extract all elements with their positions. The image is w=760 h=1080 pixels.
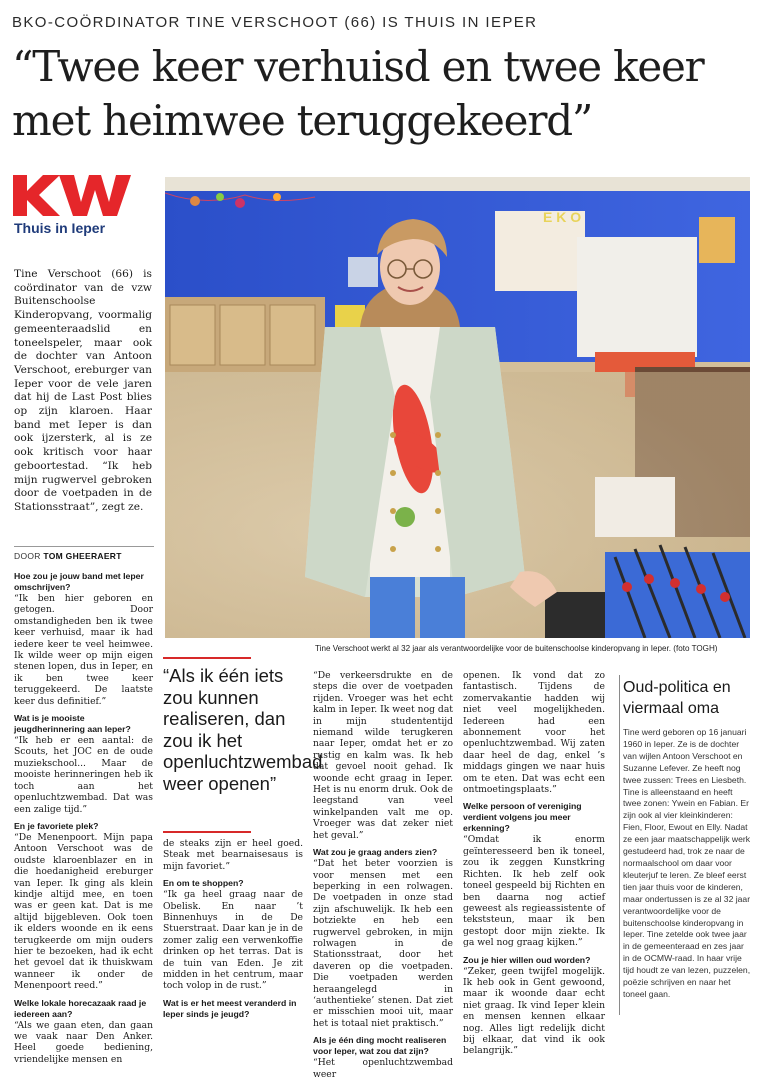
byline-prefix: DOOR: [14, 551, 44, 561]
article-lead: Tine Verschoot (66) is coördinator van de vzw Buitenschoolse Kinderopvang, voormalig gemeenteraadslid en toneelspeler, maar ook de dochter van Antoon Verschoot, ereburger van Ieper voor de vele jaren dat hij de Last Post blies op zijn klaroen. Haar band met Ieper is dan ook ijzersterk, al is ze ook kritisch voor haar geboortestad. “Ik heb mijn rugwervel gebroken door de voetpaden in de Stationsstraat”, zegt ze.: [14, 268, 152, 513]
answer: “Ik ga heel graag naar de Obelisk. En naar ’t Binnenhuys in de De Stuerstraat. Daar kan je in de zomer zalig een verwenkoffie drinken op het terras. Dat is de tuin van Eden. Je zit midden in het centrum, maar toch volop in de rust.”: [163, 889, 303, 992]
column-3: [313, 670, 453, 1080]
sidebar-title: Oud-politica en viermaal oma: [623, 679, 731, 717]
question: Wat is er het meest veranderd in Ieper sinds je jeugd?: [163, 997, 297, 1019]
kw-logo: [13, 173, 141, 218]
pullquote-rule-bottom: [163, 831, 251, 833]
answer: “Als we gaan eten, dan gaan we vaak naar Den Anker. Heel goede bediening, vriendelijke mensen en: [14, 1019, 153, 1065]
kicker: BKO-COÖRDINATOR TINE VERSCHOOT (66) IS THUIS IN IEPER: [12, 14, 538, 31]
kw-subtitle: Thuis in Ieper: [14, 220, 106, 236]
question: En om te shoppen?: [163, 878, 244, 889]
pullquote: “Als ik één iets zou kunnen realiseren, dan zou ik het openluchtzwembad weer openen”: [163, 665, 323, 794]
question: Welke persoon of vereniging verdient volgens jou meer erkenning?: [463, 801, 582, 834]
main-photo: [165, 177, 750, 638]
answer: “Omdat ik enorm geïnteresseerd ben ik toneel, zou ik zeggen Kunstkring Richten. Ik heb zelf ook toneel gespeeld bij Richten en ben daarna nog actief geweest als regieassistente of tekststeun, maar ik ben gestopt door mijn ziekte. Ik ga wel nog graag kijken.”: [463, 834, 605, 949]
answer: “Het openluchtzwembad weer: [313, 1057, 453, 1080]
column-4: [463, 670, 605, 1057]
wall-letters: E K O: [543, 209, 582, 225]
byline-author: TOM GHEERAERT: [43, 551, 122, 561]
column-2: [163, 838, 303, 1020]
question: Zou je hier willen oud worden?: [463, 954, 591, 965]
answer: “Dat het beter voorzien is voor mensen met een beperking in een rolwagen. De voetpaden in onze stad zijn afschuwelijk. Ik heb een botziekte en heb een rugwervel gebroken, in mijn rolwagen in de Stationsstraat, door het daveren op die voetpaden. Die voetpaden werden heraangelegd in ‘authentieke’ stenen. Dat ziet er misschien mooi uit, maar het is totaal niet praktisch.”: [313, 858, 453, 1029]
answer: openen. Ik vond dat zo fantastisch. Tijdens de zomervakantie hadden wij niet veel mogelijkheden. Iedereen had een abonnement voor het openluchtzwembad. Wij zaten daar heel de dag, enkel ’s middags gingen we naar huis om te eten. Dat was echt een ontmoetingsplaats.”: [463, 670, 605, 796]
photo-caption: Tine Verschoot werkt al 32 jaar als verantwoordelijke voor de buitenschoolse kinderopvang in Ieper. (foto TOGH): [315, 644, 718, 653]
sidebar-divider: [619, 675, 620, 1015]
answer: “Zeker, geen twijfel mogelijk. Ik heb ook in Gent gewoond, maar ik woonde daar echt niet graag. Ik vind Ieper klein en mensen kennen elkaar nog. Alles ligt redelijk dicht bij elkaar, dat vind ik ook belangrijk.”: [463, 965, 605, 1057]
headline-line-2: met heimwee teruggekeerd”: [12, 96, 593, 145]
answer: “Ik ben hier geboren en getogen. Door omstandigheden ben ik twee keer verhuisd, maar ik had iedere keer te veel heimwee. Ik wilde weer op mijn eigen stenen lopen, dus in Ieper, en ik ben twee keer teruggekeerd. De laatste keer dus definitief.”: [14, 593, 153, 707]
column-1: [14, 571, 153, 1065]
pullquote-rule-top: [163, 657, 251, 659]
headline: [12, 40, 752, 148]
answer: de steaks zijn er heel goed. Steak met bearnaisesaus is mijn favoriet.”: [163, 838, 303, 872]
question: Wat is je mooiste jeugdherinnering aan Ieper?: [14, 713, 131, 735]
question: En je favoriete plek?: [14, 820, 99, 831]
question: Wat zou je graag anders zien?: [313, 847, 438, 858]
question: Als je één ding mocht realiseren voor Ieper, wat zou dat zijn?: [313, 1035, 447, 1057]
photo-illustration: [165, 177, 750, 638]
answer: “De Menenpoort. Mijn papa Antoon Verschoot was de oudste klaroenblazer en in die hoedanigheid ereburger van Ieper. Ik ging als klein kindje altijd mee, en toen was er geen kat. Dat is me altijd bijgebleven. Ook toen ik elders woonde en ik eens terugkeerde om mijn ouders hier te bezoeken, had ik echt het gevoel dat ik thuiskwam wanneer ik onder de Menenpoort reed.”: [14, 831, 153, 992]
question: Welke lokale horecazaak raad je iedereen aan?: [14, 997, 147, 1019]
byline: [14, 546, 154, 561]
sidebar-body: Tine werd geboren op 16 januari 1960 in Ieper. Ze is de dochter van wijlen Antoon Verschoot en Suzanne Lefever. Ze heeft nog twee zussen: Trees en Liesbeth. Tine is alleenstaand en heeft twee zonen: Ywein en Fabian. Er zijn ook al vier kleinkinderen: Fien, Floor, Ewout en Elly. Nadat ze een jaar maatschappelijk werk gestudeerd had, trok ze naar de normaalschool om daar voor kleuterjuf te leren. Ze bleef eerst tien jaar thuis voor de kinderen, maar ondertussen is ze al 32 jaar verantwoordelijke voor de buitenschoolse kinderopvang in Ieper. Tine zetelde ook twee jaar in de gemeenteraad en zes jaar in de OCMW-raad. In haar vrije tijd houdt ze van lezen, puzzelen, poëzie schrijven en naar het toneel gaan.: [623, 727, 751, 999]
question: Hoe zou je jouw band met Ieper omschrijven?: [14, 571, 144, 592]
answer: “Ik heb er een aantal: de Scouts, het JOC en de oude muziekschool... Maar de mooiste herinneringen heb ik toch aan het openluchtzwembad. Dat was een zalige tijd.”: [14, 735, 153, 815]
headline-line-1: “Twee keer verhuisd en twee keer: [12, 42, 704, 91]
answer: “De verkeersdrukte en de steps die over de voetpaden rijden. Vroeger was het echt kalm in Ieper. Ik weet nog dat in mijn studententijd niemand wilde terugkeren naar Ieper, omdat het er zo rustig en kalm was. Ik heb dat gevoel nooit gehad. Ik woonde echt graag in Ieper. Het is nu enorm druk. Ook de leegstand van veel winkelpanden valt me op. Vroeger was dat zeker niet het geval.”: [313, 670, 453, 841]
